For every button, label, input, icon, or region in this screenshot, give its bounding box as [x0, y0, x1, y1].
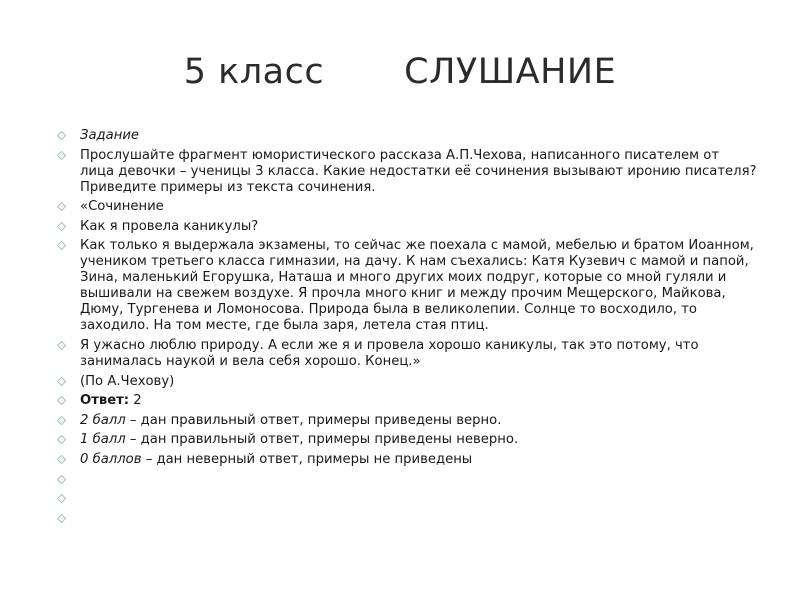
hollow-diamond-bullet-icon: [57, 455, 66, 464]
task-label: Задание: [80, 128, 140, 143]
hollow-diamond-bullet-icon: [57, 341, 66, 350]
score-1-text: – дан правильный ответ, примеры приведены неверно.: [125, 432, 519, 448]
essay-title: Как я провела каникулы?: [80, 218, 259, 234]
hollow-diamond-bullet-icon: [57, 435, 66, 444]
hollow-diamond-bullet-icon: [57, 241, 66, 250]
hollow-diamond-bullet-icon: [57, 131, 66, 140]
list-item-task-text: [57, 148, 757, 196]
essay-label: «Сочинение: [80, 199, 164, 215]
list-item-essay-paragraph-2: [57, 338, 757, 370]
slide-title: [0, 52, 800, 92]
hollow-diamond-bullet-icon: [57, 416, 66, 425]
hollow-diamond-bullet-icon: [57, 151, 66, 160]
list-item-source: [57, 374, 757, 390]
source-attribution: (По А.Чехову): [80, 373, 175, 389]
essay-paragraph-1: Как только я выдержала экзамены, то сейчас же поехала с мамой, мебелью и братом Иоанном, учеником третьего класса гимназии, на дачу. К нам съехались: Катя Кузевич с мамой и папой, Зина, маленький Егорушка, Наташа и много других моих подруг, которые со мной гуляли и вышивали на свежем воздухе. Я прочла много книг и между прочим Мещерского, Майкова, Дюму, Тургенева и Ломоносова. Природа была в великолепии. Солнце то восходило, то заходило. На том месте, где была заря, летела стая птиц.: [80, 238, 754, 334]
hollow-diamond-bullet-icon: [57, 377, 66, 386]
list-item-essay-label: [57, 199, 757, 215]
list-item-essay-title: [57, 219, 757, 235]
content-list: [57, 128, 757, 530]
title-topic: СЛУШАНИЕ: [404, 52, 617, 92]
answer-value: 2: [129, 393, 142, 409]
list-item-score-0: [57, 452, 757, 468]
score-0-points: 0 баллов: [80, 451, 142, 467]
score-0-text: – дан неверный ответ, примеры не приведены: [141, 451, 473, 467]
score-2-text: – дан правильный ответ, примеры приведены верно.: [125, 412, 502, 428]
list-item-empty: [57, 511, 757, 527]
task-text: Прослушайте фрагмент юмористического рассказа А.П.Чехова, написанного писателем от лица девочки – ученицы 3 класса. Какие недостатки её сочинения вызывают иронию писателя? Приведите примеры из текста сочинения.: [80, 147, 757, 195]
list-item-task-label: [57, 128, 757, 144]
list-item-score-1: [57, 432, 757, 448]
list-item-score-2: [57, 413, 757, 429]
list-item-empty: [57, 472, 757, 488]
score-1-points: 1 балл: [80, 432, 126, 448]
score-2-points: 2 балл: [80, 412, 126, 428]
list-item-answer: [57, 393, 757, 409]
hollow-diamond-bullet-icon: [57, 514, 66, 523]
hollow-diamond-bullet-icon: [57, 475, 66, 484]
hollow-diamond-bullet-icon: [57, 396, 66, 405]
list-item-empty: [57, 491, 757, 507]
answer-label: Ответ:: [80, 393, 130, 409]
title-grade: 5 класс: [183, 52, 325, 92]
essay-paragraph-2: Я ужасно люблю природу. А если же я и провела хорошо каникулы, так это потому, что занималась наукой и вела себя хорошо. Конец.»: [80, 337, 699, 369]
list-item-essay-paragraph-1: [57, 238, 757, 334]
hollow-diamond-bullet-icon: [57, 202, 66, 211]
hollow-diamond-bullet-icon: [57, 494, 66, 503]
hollow-diamond-bullet-icon: [57, 222, 66, 231]
